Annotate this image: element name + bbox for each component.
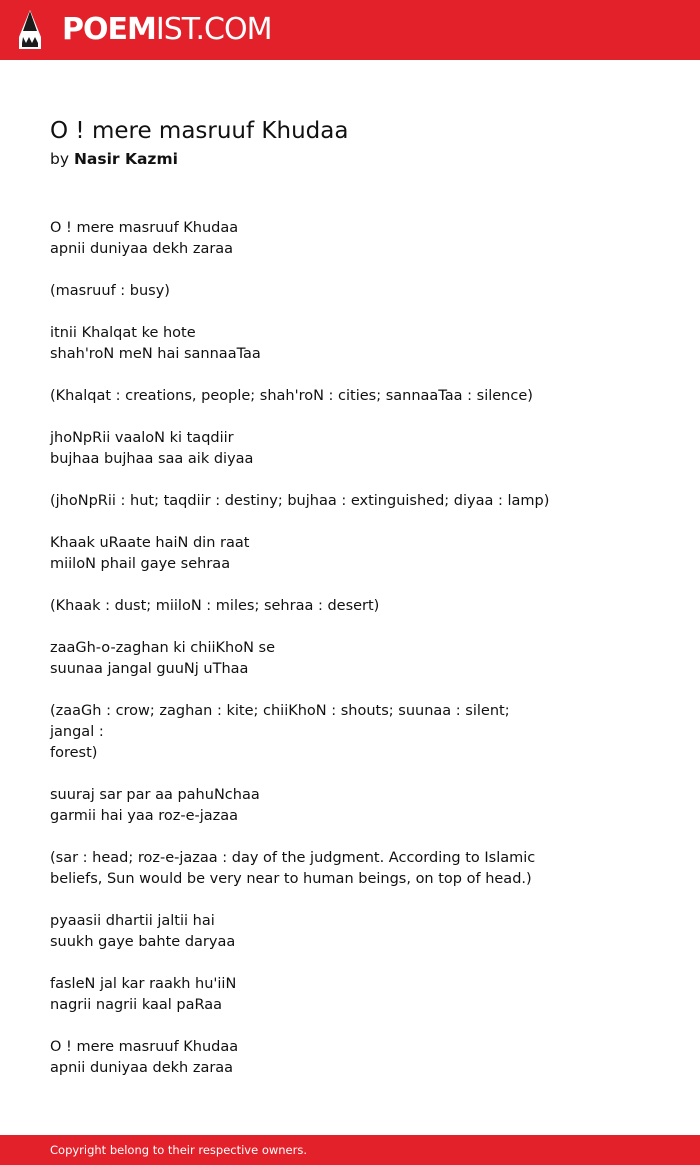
site-logo[interactable] [62, 11, 271, 49]
copyright-notice: Copyright belong to their respective owners. [50, 1143, 308, 1157]
gloss-stanza [50, 848, 550, 890]
gloss-stanza [50, 491, 550, 512]
poem-line: jhoNpRii vaaloN ki taqdiir [50, 430, 234, 446]
gloss-line: (jhoNpRii : hut; taqdiir : destiny; bujhaa : extinguished; diyaa : lamp) [50, 493, 550, 509]
poem-line: miiloN phail gaye sehraa [50, 556, 231, 572]
gloss-stanza [50, 386, 550, 407]
poem-title: O ! mere masruuf Khudaa [50, 118, 349, 144]
poem-line: shah'roN meN hai sannaaTaa [50, 346, 261, 362]
poem-line: suukh gaye bahte daryaa [50, 934, 236, 950]
gloss-line: (Khaak : dust; miiloN : miles; sehraa : desert) [50, 598, 380, 614]
poem-line: O ! mere masruuf Khudaa [50, 220, 239, 236]
poem-line: pyaasii dhartii jaltii hai [50, 913, 215, 929]
stanza [50, 323, 550, 365]
byline [50, 148, 178, 170]
pen-nib-icon[interactable] [17, 9, 43, 51]
stanza [50, 533, 550, 575]
gloss-line: (zaaGh : crow; zaghan : kite; chiiKhoN : shouts; suunaa : silent; jangal : [50, 703, 510, 740]
stanza [50, 785, 550, 827]
poem-line: O ! mere masruuf Khudaa [50, 1039, 239, 1055]
poem-body [50, 218, 550, 1100]
gloss-stanza [50, 281, 550, 302]
stanza [50, 638, 550, 680]
poem-line: zaaGh-o-zaghan ki chiiKhoN se [50, 640, 276, 656]
poem-line: suunaa jangal guuNj uThaa [50, 661, 249, 677]
stanza [50, 218, 550, 260]
gloss-stanza [50, 701, 550, 764]
logo-bold-text: POEM [62, 12, 156, 47]
gloss-line: (Khalqat : creations, people; shah'roN : cities; sannaaTaa : silence) [50, 388, 533, 404]
poem-line: apnii duniyaa dekh zaraa [50, 1060, 234, 1076]
gloss-line: forest) [50, 745, 98, 761]
by-label: by [50, 150, 70, 168]
gloss-line: (sar : head; roz-e-jazaa : day of the judgment. According to Islamic [50, 850, 536, 866]
stanza [50, 1037, 550, 1079]
poem-line: itnii Khalqat ke hote [50, 325, 196, 341]
poem-line: apnii duniyaa dekh zaraa [50, 241, 234, 257]
poem-line: Khaak uRaate haiN din raat [50, 535, 250, 551]
stanza [50, 911, 550, 953]
poem-line: suuraj sar par aa pahuNchaa [50, 787, 260, 803]
poem-line: garmii hai yaa roz-e-jazaa [50, 808, 239, 824]
poem-line: nagrii nagrii kaal paRaa [50, 997, 222, 1013]
stanza [50, 974, 550, 1016]
gloss-stanza [50, 596, 550, 617]
gloss-line: beliefs, Sun would be very near to human beings, on top of head.) [50, 871, 532, 887]
site-footer [0, 1135, 700, 1165]
logo-light-text: IST.COM [155, 12, 272, 47]
gloss-line: (masruuf : busy) [50, 283, 170, 299]
poem-line: bujhaa bujhaa saa aik diyaa [50, 451, 254, 467]
author-name: Nasir Kazmi [73, 150, 178, 168]
site-header [0, 0, 700, 60]
stanza [50, 428, 550, 470]
poem-line: fasleN jal kar raakh hu'iiN [50, 976, 237, 992]
